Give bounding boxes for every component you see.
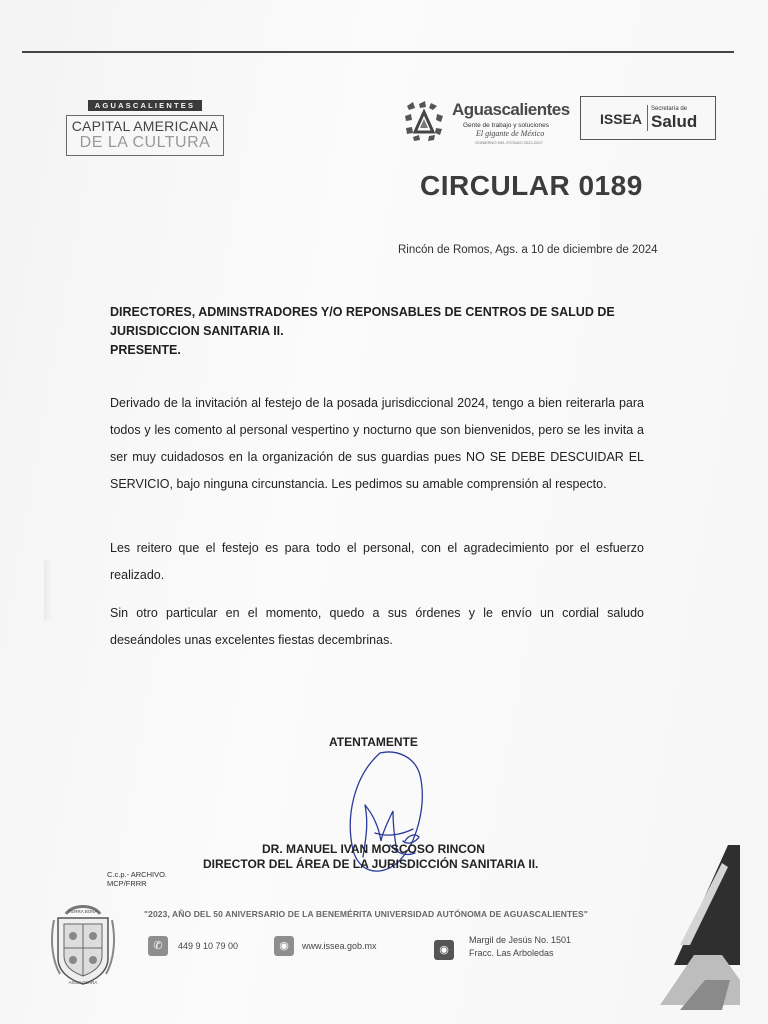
signer-name: DR. MANUEL IVAN MOSCOSO RINCON (262, 842, 485, 856)
issea-name: ISSEA (600, 111, 643, 127)
crest-bottom-text: AGUA CLARA (68, 980, 98, 985)
top-rule (22, 51, 734, 53)
crest-top-text: TERRA BONA (68, 909, 98, 914)
capital-cultura-logo (66, 100, 224, 156)
municipal-crest-icon (50, 900, 116, 986)
aguascalientes-mark-icon (403, 100, 445, 142)
body-paragraph-3: Sin otro particular en el momento, quedo a sus órdenes y le envío un cordial saludo deseándoles unas excelentes fiestas decembrinas. (110, 606, 644, 647)
page-shadow (44, 560, 52, 620)
location-pin-icon: ◉ (434, 940, 454, 960)
aguascalientes-tagline: Gente de trabajo y soluciones (463, 122, 549, 129)
signer-title: DIRECTOR DEL ÁREA DE LA JURISDICCIÓN SANITARIA II. (203, 857, 539, 871)
capital-logo-box (66, 115, 224, 156)
footer-phone: 449 9 10 79 00 (178, 941, 239, 951)
aguascalientes-name: Aguascalientes (452, 100, 570, 119)
closing-atentamente: ATENTAMENTE (329, 735, 418, 749)
salud-label: Salud (651, 112, 698, 131)
footer-address-line2: Fracc. Las Arboledas (469, 948, 554, 958)
secretaria-label: Secretaría de (651, 106, 688, 112)
ccp-line1: C.c.p.- ARCHIVO. (107, 870, 168, 879)
footer-address-line1: Margil de Jesús No. 1501 (469, 935, 572, 945)
addressee-block (110, 303, 650, 360)
addressee-line3: PRESENTE. (110, 343, 181, 357)
aguascalientes-slogan: El gigante de México (476, 129, 545, 138)
aguascalientes-small-text: GOBIERNO DEL ESTADO 2022-2027 (475, 140, 543, 145)
capital-logo-line1: CAPITAL AMERICANA (71, 118, 219, 134)
footer-website: www.issea.gob.mx (302, 941, 377, 951)
date-line: Rincón de Romos, Ags. a 10 de diciembre de 2024 (398, 244, 658, 256)
decorative-corner-graphic (650, 845, 740, 1015)
footer-quote: "2023, AÑO DEL 50 ANIVERSARIO DE LA BENEMÉRITA UNIVERSIDAD AUTÓNOMA DE AGUASCALIENTES" (144, 909, 588, 919)
body-paragraph-2: Les reitero que el festejo es para todo el personal, con el agradecimiento por el esfuerzo realizado. (110, 541, 644, 582)
aguascalientes-logo (403, 98, 573, 148)
ccp-line2: MCP/FRRR (107, 879, 147, 888)
capital-logo-line2: DE LA CULTURA (79, 134, 211, 151)
addressee-line2: JURISDICCION SANITARIA II. (110, 324, 284, 338)
globe-icon: ◉ (274, 936, 294, 956)
capital-logo-bar: AGUASCALIENTES (88, 100, 202, 111)
body-paragraph-1: Derivado de la invitación al festejo de la posada jurisdiccional 2024, tengo a bien reiterarla para todos y les comento al personal vespertino y nocturno que son bienvenidos, pero se les invita a ser muy cuidadosos en la organización de sus guardias pues NO SE DEBE DESCUIDAR EL SERVICIO, bajo ninguna circunstancia. Les pedimos su amable comprensión al respecto. (110, 396, 644, 491)
circular-title: CIRCULAR 0189 (420, 170, 643, 201)
addressee-line1: DIRECTORES, ADMINSTRADORES Y/O REPONSABLES DE CENTROS DE SALUD DE (110, 305, 615, 319)
issea-divider (647, 105, 648, 131)
ccp-block (107, 870, 167, 888)
issea-salud-logo (580, 96, 716, 140)
phone-icon: ✆ (148, 936, 168, 956)
